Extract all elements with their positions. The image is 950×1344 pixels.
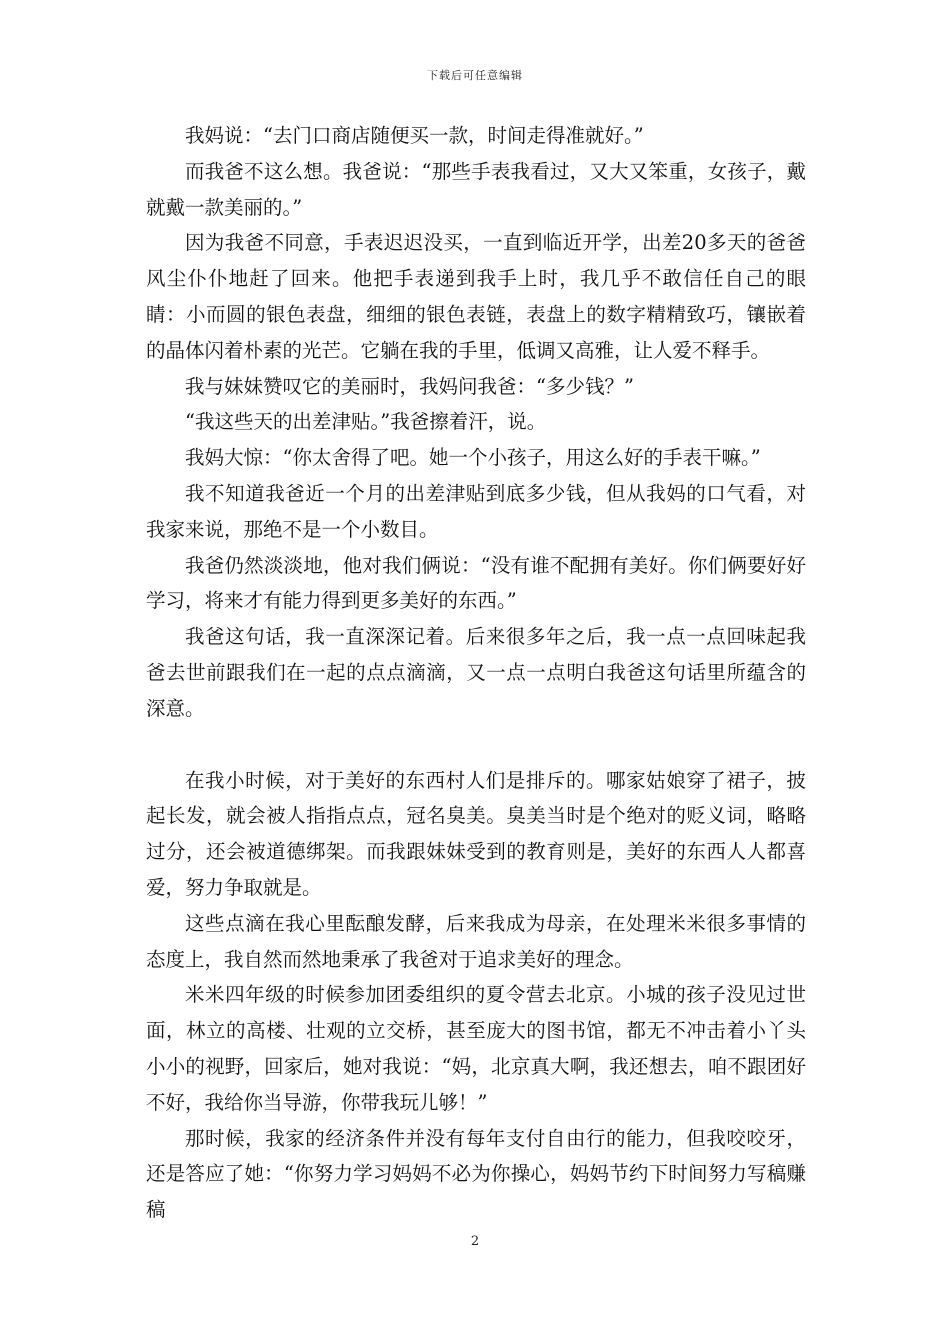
paragraph: 我爸仍然淡淡地，他对我们俩说：“没有谁不配拥有美好。你们俩要好好学习，将来才有能力得到更多美好的东西。” [146, 553, 806, 613]
page-header: 下载后可任意编辑 [427, 69, 523, 82]
document-body [146, 118, 806, 1228]
paragraph: 而我爸不这么想。我爸说：“那些手表我看过，又大又笨重，女孩子，戴就戴一款美丽的。” [146, 159, 806, 219]
paragraph: 米米四年级的时候参加团委组织的夏令营去北京。小城的孩子没见过世面，林立的高楼、壮观的立交桥，甚至庞大的图书馆，都无不冲击着小丫头小小的视野，回家后，她对我说：“妈，北京真大啊，我还想去，咱不跟团好不好，我给你当导游，你带我玩儿够！” [146, 983, 806, 1114]
paragraph: 我不知道我爸近一个月的出差津贴到底多少钱，但从我妈的口气看，对我家来说，那绝不是一个小数目。 [146, 481, 806, 541]
paragraph: 因为我爸不同意，手表迟迟没买，一直到临近开学，出差20多天的爸爸风尘仆仆地赶了回来。他把手表递到我手上时，我几乎不敢信任自己的眼睛：小而圆的银色表盘，细细的银色表链，表盘上的数字精精致巧，镶嵌着的晶体闪着朴素的光芒。它躺在我的手里，低调又高雅，让人爱不释手。 [146, 231, 806, 362]
paragraph: 我爸这句话，我一直深深记着。后来很多年之后，我一点一点回味起我爸去世前跟我们在一起的点点滴滴，又一点一点明白我爸这句话里所蕴含的深意。 [146, 625, 806, 720]
page-number: 2 [470, 1234, 480, 1249]
paragraph: 这些点滴在我心里酝酿发酵，后来我成为母亲，在处理米米很多事情的态度上，我自然而然地秉承了我爸对于追求美好的理念。 [146, 911, 806, 971]
paragraph: 在我小时候，对于美好的东西村人们是排斥的。哪家姑娘穿了裙子，披起长发，就会被人指指点点，冠名臭美。臭美当时是个绝对的贬义词，略略过分，还会被道德绑架。而我跟妹妹受到的教育则是，美好的东西人人都喜爱，努力争取就是。 [146, 768, 806, 899]
section-gap [146, 727, 806, 763]
paragraph: “我这些天的出差津贴。”我爸擦着汗，说。 [185, 410, 547, 434]
paragraph: 我与妹妹赞叹它的美丽时，我妈问我爸：“多少钱？” [185, 374, 634, 398]
paragraph: 那时候，我家的经济条件并没有每年支付自由行的能力，但我咬咬牙，还是答应了她：“你努力学习妈妈不必为你操心，妈妈节约下时间努力写稿赚稿 [146, 1126, 806, 1222]
paragraph: 我妈大惊：“你太舍得了吧。她一个小孩子，用这么好的手表干嘛。” [185, 446, 761, 470]
paragraph: 我妈说：“去门口商店随便买一款，时间走得准就好。” [185, 124, 644, 147]
